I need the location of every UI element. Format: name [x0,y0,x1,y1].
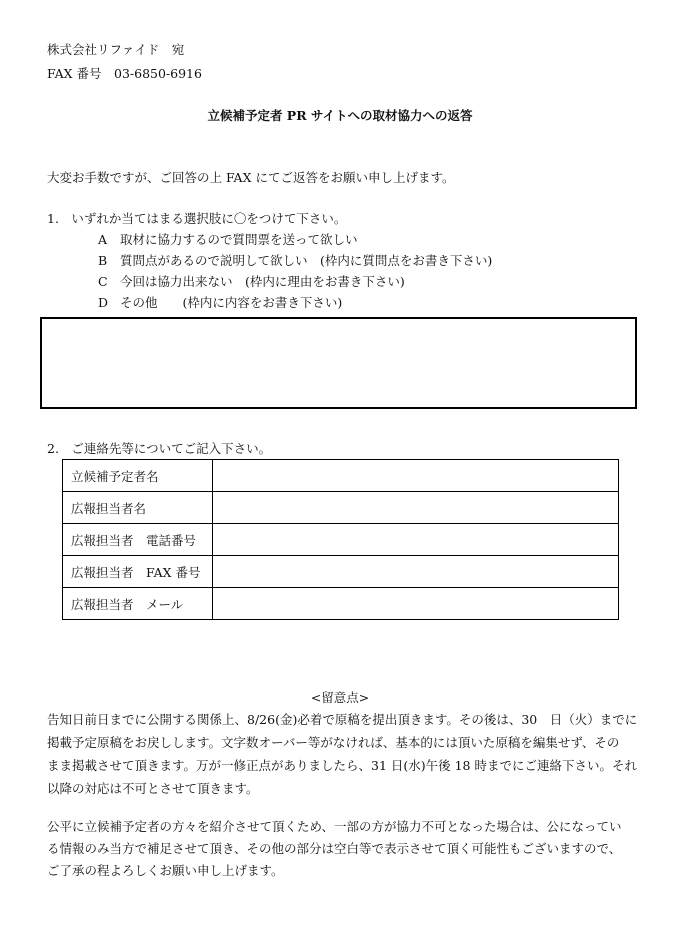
option-c [98,274,405,290]
question-2-prompt: 2. ご連絡先等についてご記入下さい。 [47,441,272,456]
pr-contact-name-field[interactable] [213,492,619,524]
row-label: 広報担当者 FAX 番号 [63,556,213,588]
notes-paragraph-2-line: 公平に立候補予定者の方々を紹介させて頂くため、一部の方が協力不可となった場合は、公になってい [47,819,622,834]
notes-paragraph-1-line: 掲載予定原稿をお戻しします。文字数オーバー等がなければ、基本的には頂いた原稿を編集せず、その [47,735,620,750]
addressee-line: 株式会社リファイド 宛 [47,42,185,57]
candidate-name-field[interactable] [213,460,619,492]
table-row [63,524,619,556]
pr-contact-phone-field[interactable] [213,524,619,556]
option-d [98,295,342,311]
row-label: 広報担当者 メール [63,588,213,620]
option-b [98,253,492,269]
notes-paragraph-2-line: る情報のみ当方で補足させて頂き、その他の部分は空白等で表示させて頂く可能性もございますので、 [47,841,622,856]
notes-paragraph-2-line: ご了承の程よろしくお願い申し上げます。 [47,863,284,878]
table-row [63,556,619,588]
table-row [63,460,619,492]
option-c-key: C [98,274,108,289]
question-1-prompt: 1. いずれか当てはまる選択肢に〇をつけて下さい。 [47,211,347,226]
table-row [63,492,619,524]
row-label: 広報担当者 電話番号 [63,524,213,556]
option-a-text: 取材に協力するので質問票を送って欲しい [120,232,358,247]
option-c-text: 今回は協力出来ない (枠内に理由をお書き下さい) [120,274,405,289]
option-a [98,232,358,248]
fax-number-line: FAX 番号 03-6850-6916 [47,66,202,81]
intro-text: 大変お手数ですが、ご回答の上 FAX にてご返答をお願い申し上げます。 [47,170,455,185]
pr-contact-fax-field[interactable] [213,556,619,588]
row-label: 立候補予定者名 [63,460,213,492]
notes-paragraph-1-line: 以降の対応は不可とさせて頂きます。 [47,781,259,796]
option-d-key: D [98,295,109,310]
reason-entry-box[interactable] [40,317,637,409]
contact-info-table [62,459,619,620]
table-row [63,588,619,620]
option-b-text: 質問点があるので説明して欲しい (枠内に質問点をお書き下さい) [120,253,493,268]
option-a-key: A [98,232,108,247]
pr-contact-email-field[interactable] [213,588,619,620]
document-title: 立候補予定者 PR サイトへの取材協力への返答 [207,108,473,123]
notes-title: <留意点> [310,690,370,705]
row-label: 広報担当者名 [63,492,213,524]
option-d-text: その他 (枠内に内容をお書き下さい) [120,295,343,310]
notes-paragraph-1-line: 告知日前日までに公開する関係上、8/26(金)必着で原稿を提出頂きます。その後は、30 日（火）までに [47,712,638,727]
option-b-key: B [98,253,108,268]
notes-paragraph-1-line: まま掲載させて頂きます。万が一修正点がありましたら、31 日(水)午後 18 時までにご連絡下さい。それ [47,758,637,773]
